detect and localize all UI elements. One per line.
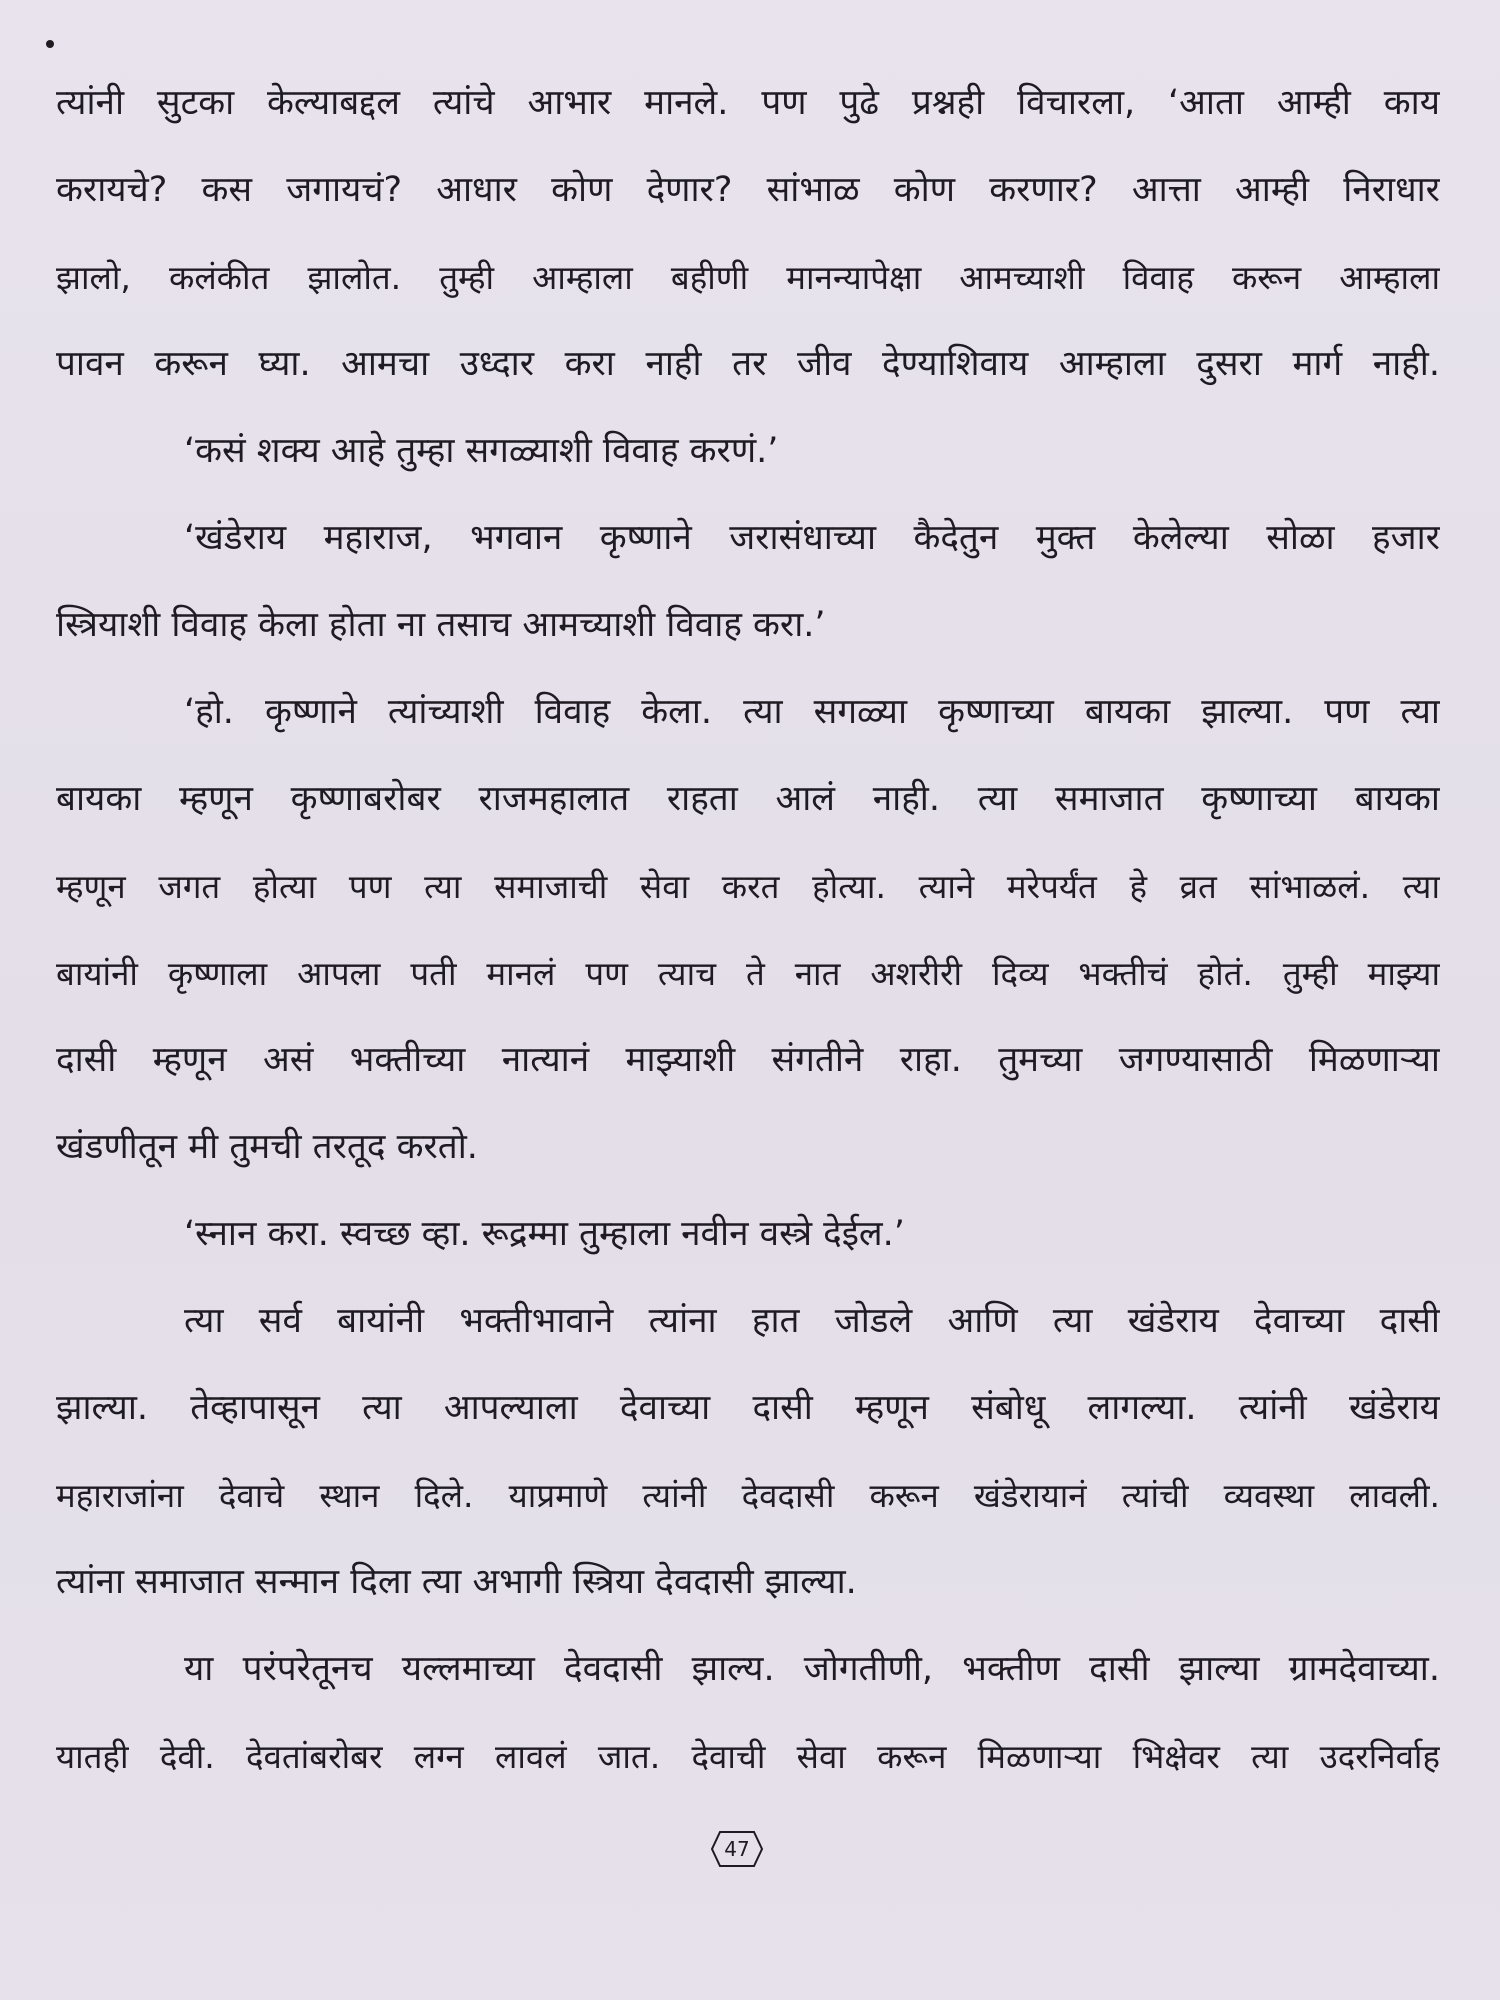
page-text [56, 60, 1440, 1800]
text-line: पावन करून घ्या. आमचा उध्दार करा नाही तर जीव देण्याशिवाय आम्हाला दुसरा मार्ग नाही. [56, 344, 1440, 384]
text-line: झाल्या. तेव्हापासून त्या आपल्याला देवाच्या दासी म्हणून संबोधू लागल्या. त्यांनी खंडेराय [56, 1388, 1440, 1428]
text-line: त्या सर्व बायांनी भक्तीभावाने त्यांना हात जोडले आणि त्या खंडेराय देवाच्या दासी [184, 1301, 1440, 1341]
text-line: झालो, कलंकीत झालोत. तुम्ही आम्हाला बहीणी मानन्यापेक्षा आमच्याशी विवाह करून आम्हाला [56, 258, 1440, 297]
text-line: त्यांनी सुटका केल्याबद्दल त्यांचे आभार मानले. पण पुढे प्रश्नही विचारला, ‘आता आम्ही काय [56, 83, 1440, 123]
text-line: दासी म्हणून असं भक्तीच्या नात्यानं माझ्याशी संगतीने राहा. तुमच्या जगण्यासाठी मिळणाऱ्या [56, 1040, 1440, 1080]
margin-dot [46, 40, 54, 48]
text-line: करायचे? कस जगायचं? आधार कोण देणार? सांभाळ कोण करणार? आत्ता आम्ही निराधार [56, 170, 1440, 210]
text-line: ‘कसं शक्य आहे तुम्हा सगळ्याशी विवाह करणं.’ [184, 431, 779, 471]
text-line: यातही देवी. देवतांबरोबर लग्न लावलं जात. देवाची सेवा करून मिळणाऱ्या भिक्षेवर त्या उदरनिर्वाह [56, 1737, 1440, 1776]
text-line: बायांनी कृष्णाला आपला पती मानलं पण त्याच ते नात अशरीरी दिव्य भक्तीचं होतं. तुम्ही माझ्या [56, 954, 1440, 993]
text-line: त्यांना समाजात सन्मान दिला त्या अभागी स्त्रिया देवदासी झाल्या. [56, 1562, 857, 1602]
text-line: स्त्रियाशी विवाह केला होता ना तसाच आमच्याशी विवाह करा.’ [56, 605, 826, 645]
text-line: ‘हो. कृष्णाने त्यांच्याशी विवाह केला. त्या सगळ्या कृष्णाच्या बायका झाल्या. पण त्या [184, 692, 1440, 732]
text-line: या परंपरेतूनच यल्लमाच्या देवदासी झाल्य. जोगतीणी, भक्तीण दासी झाल्या ग्रामदेवाच्या. [184, 1649, 1440, 1689]
page-number [710, 1829, 764, 1869]
text-line: ‘स्नान करा. स्वच्छ व्हा. रूद्रम्मा तुम्हाला नवीन वस्त्रे देईल.’ [184, 1214, 905, 1254]
text-line: बायका म्हणून कृष्णाबरोबर राजमहालात राहता आलं नाही. त्या समाजात कृष्णाच्या बायका [56, 779, 1440, 819]
text-line: खंडणीतून मी तुमची तरतूद करतो. [56, 1127, 478, 1167]
text-line: म्हणून जगत होत्या पण त्या समाजाची सेवा करत होत्या. त्याने मरेपर्यंत हे व्रत सांभाळलं. त्या [56, 867, 1440, 906]
text-line: महाराजांना देवाचे स्थान दिले. याप्रमाणे त्यांनी देवदासी करून खंडेरायानं त्यांची व्यवस्था लावली. [56, 1476, 1440, 1515]
page-number-label: 47 [724, 1837, 750, 1861]
text-line: ‘खंडेराय महाराज, भगवान कृष्णाने जरासंधाच्या कैदेतुन मुक्त केलेल्या सोळा हजार [184, 518, 1440, 558]
